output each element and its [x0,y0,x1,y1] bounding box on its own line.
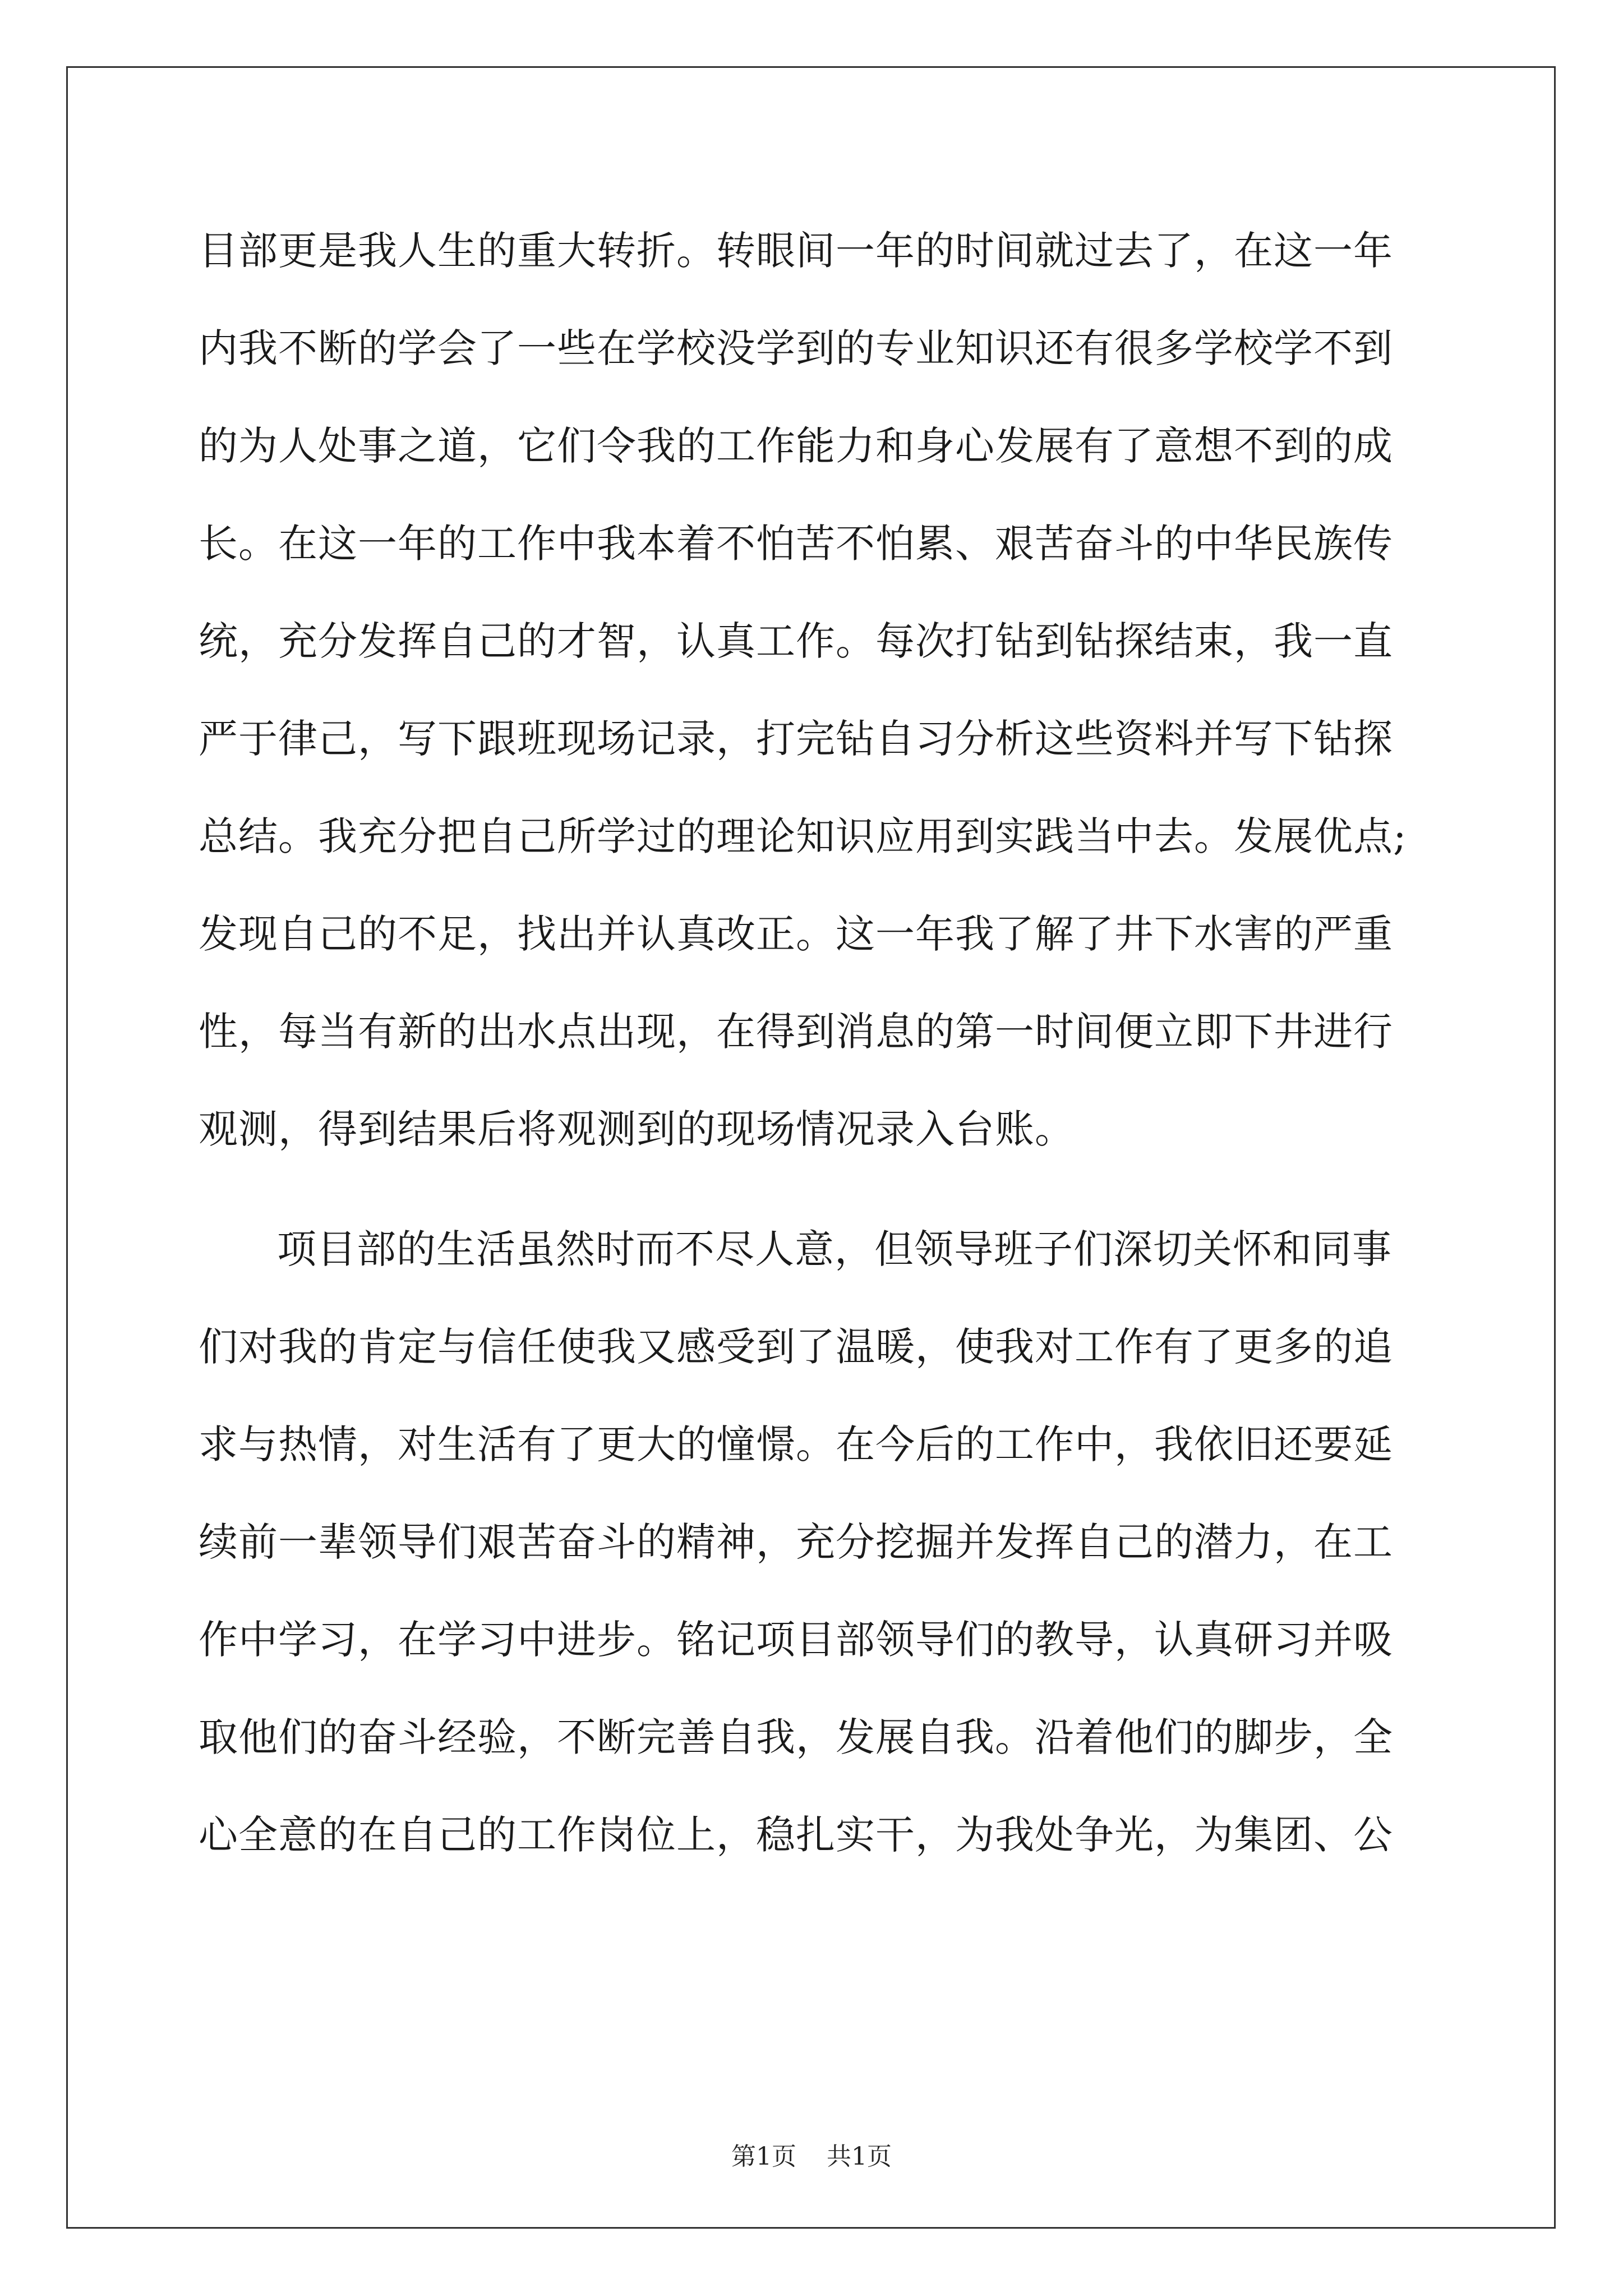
text-line: 取他们的奋斗经验，不断完善自我，发展自我。沿着他们的脚步，全 [199,1714,1393,1760]
text-line: 求与热情，对生活有了更大的憧憬。在今后的工作中，我依旧还要延 [199,1421,1393,1467]
paragraph-1 [199,202,1432,1178]
text-line: 统，充分发挥自己的才智，认真工作。每次打钻到钻探结束，我一直 [199,618,1393,664]
text-line: 总结。我充分把自己所学过的理论知识应用到实践当中去。发展优点; [199,813,1407,859]
page-total: 共1页 [827,2142,892,2171]
paragraph-2 [199,1200,1432,1884]
page-footer [0,2140,1623,2174]
text-line: 续前一辈领导们艰苦奋斗的精神，充分挖掘并发挥自己的潜力，在工 [199,1519,1393,1565]
text-line: 长。在这一年的工作中我本着不怕苦不怕累、艰苦奋斗的中华民族传 [199,521,1393,567]
text-line: 作中学习，在学习中进步。铭记项目部领导们的教导，认真研习并吸 [199,1617,1393,1663]
text-line: 严于律己，写下跟班现场记录，打完钻自习分析这些资料并写下钻探 [199,716,1393,762]
text-line: 内我不断的学会了一些在学校没学到的专业知识还有很多学校学不到 [199,325,1393,371]
text-line: 的为人处事之道，它们令我的工作能力和身心发展有了意想不到的成 [199,423,1393,469]
text-line: 们对我的肯定与信任使我又感受到了温暖，使我对工作有了更多的追 [199,1324,1393,1370]
document-body [199,202,1432,1884]
text-line: 观测，得到结果后将观测到的现场情况录入台账。 [199,1106,1075,1152]
text-line: 目部更是我人生的重大转折。转眼间一年的时间就过去了，在这一年 [199,228,1393,274]
text-line: 性，每当有新的出水点出现，在得到消息的第一时间便立即下井进行 [199,1009,1393,1055]
text-line: 项目部的生活虽然时而不尽人意，但领导班子们深切关怀和同事 [277,1226,1392,1272]
text-line: 心全意的在自己的工作岗位上，稳扎实干，为我处争光，为集团、公 [199,1812,1393,1858]
page-number: 第1页 [731,2142,796,2171]
text-line: 发现自己的不足，找出并认真改正。这一年我了解了井下水害的严重 [199,911,1393,957]
